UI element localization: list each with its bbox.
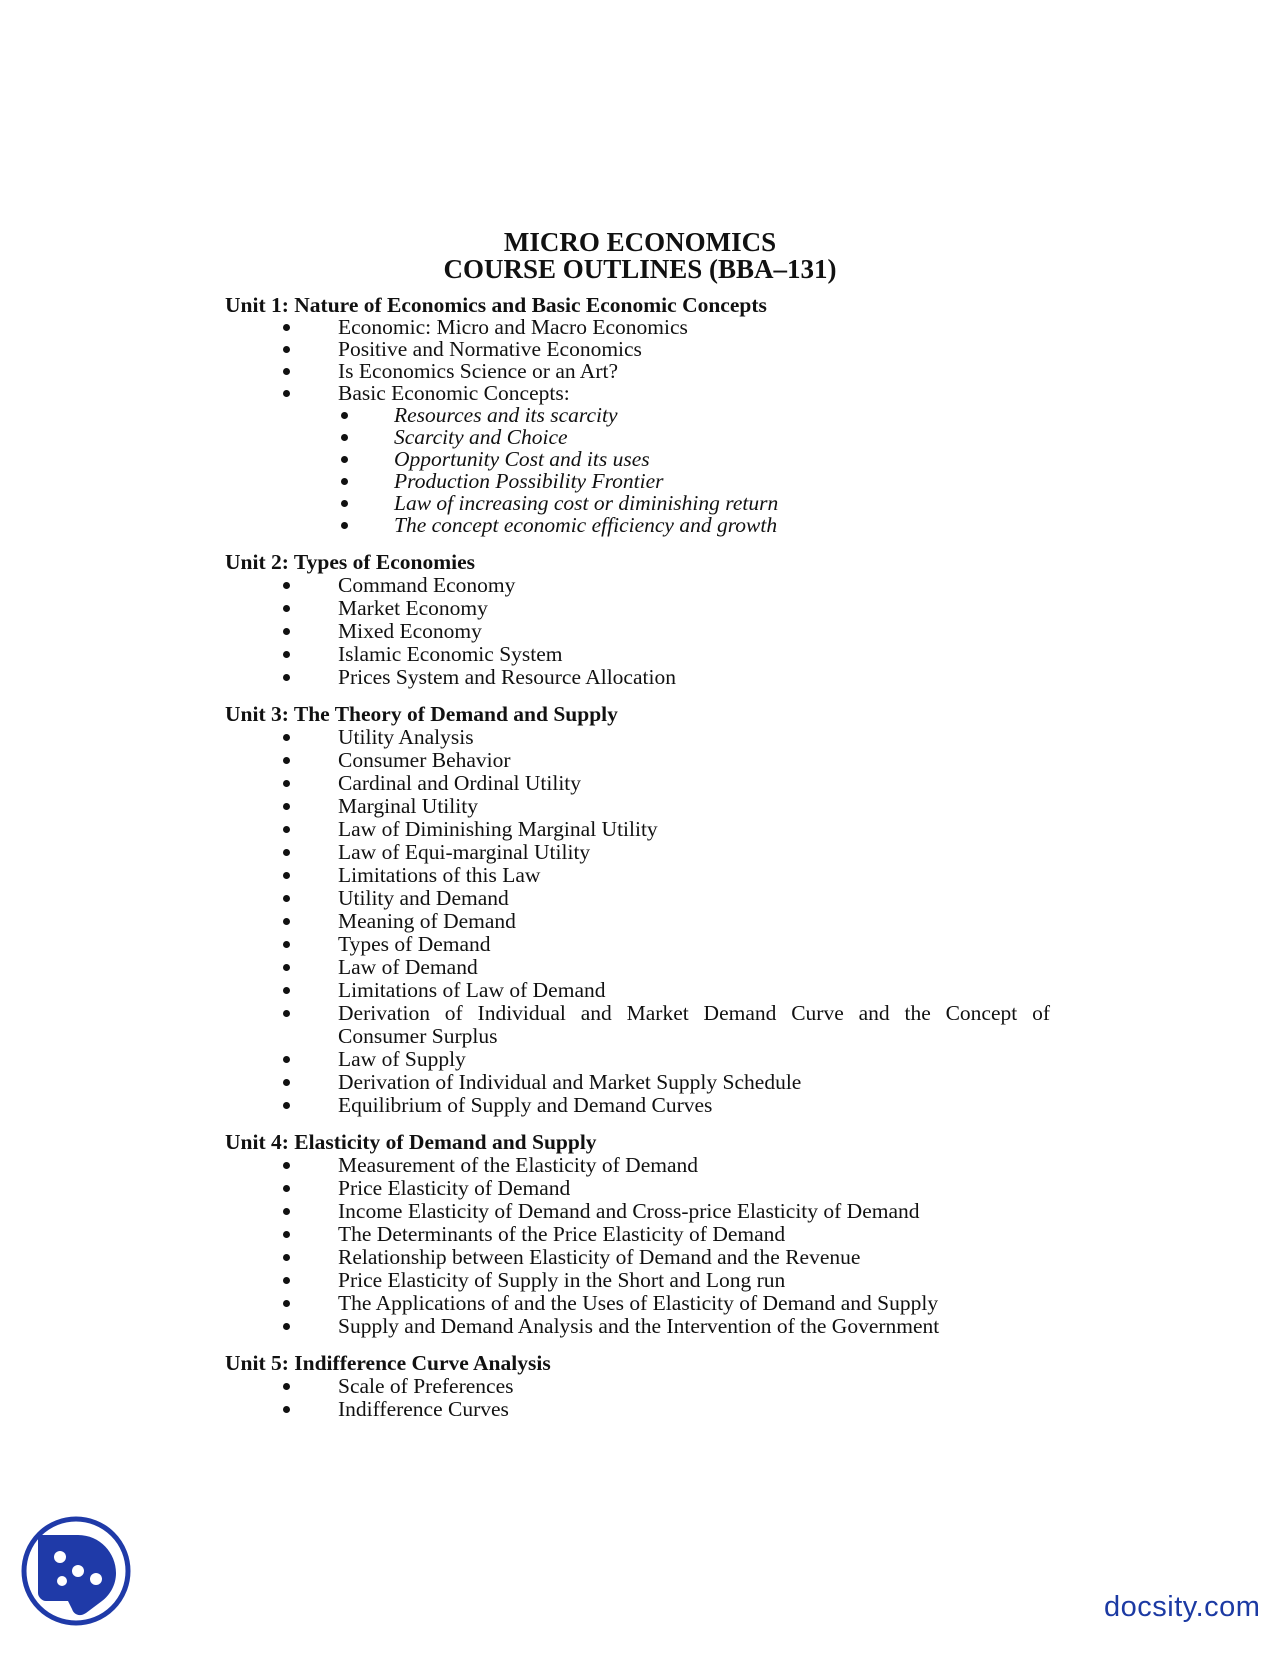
bullet-icon: [283, 918, 290, 925]
unit-heading: Unit 1: Nature of Economics and Basic Economic Concepts: [225, 293, 767, 317]
sub-list-item: Production Possibility Frontier: [394, 470, 664, 493]
list-item: Meaning of Demand: [338, 910, 516, 933]
bullet-icon: [341, 500, 348, 507]
bullet-icon: [283, 346, 290, 353]
bullet-icon: [283, 964, 290, 971]
bullet-icon: [283, 1102, 290, 1109]
bullet-icon: [283, 872, 290, 879]
bullet-icon: [283, 1079, 290, 1086]
bullet-icon: [283, 674, 290, 681]
bullet-icon: [283, 1056, 290, 1063]
bullet-icon: [283, 1185, 290, 1192]
sub-list-item: Opportunity Cost and its uses: [394, 448, 650, 471]
list-item: Derivation of Individual and Market Supply Schedule: [338, 1071, 801, 1094]
list-item: Law of Supply: [338, 1048, 466, 1071]
list-item: Supply and Demand Analysis and the Intervention of the Government: [338, 1315, 939, 1338]
bullet-icon: [283, 987, 290, 994]
bullet-icon: [283, 582, 290, 589]
list-item: Cardinal and Ordinal Utility: [338, 772, 581, 795]
bullet-icon: [283, 1406, 290, 1413]
bullet-icon: [283, 1231, 290, 1238]
list-item: Utility and Demand: [338, 887, 509, 910]
list-item: Law of Demand: [338, 956, 478, 979]
list-item: Price Elasticity of Supply in the Short and Long run: [338, 1269, 785, 1292]
list-item: Basic Economic Concepts:: [338, 382, 570, 405]
bullet-icon: [283, 390, 290, 397]
sub-list-item: The concept economic efficiency and growth: [394, 514, 777, 537]
bullet-icon: [341, 478, 348, 485]
list-item: Command Economy: [338, 574, 515, 597]
bullet-icon: [283, 1300, 290, 1307]
bullet-icon: [283, 1208, 290, 1215]
list-item: Consumer Behavior: [338, 749, 511, 772]
bullet-icon: [283, 734, 290, 741]
list-item: Market Economy: [338, 597, 488, 620]
list-item: Price Elasticity of Demand: [338, 1177, 570, 1200]
list-item: Economic: Micro and Macro Economics: [338, 316, 688, 339]
bullet-icon: [283, 941, 290, 948]
document-subtitle: COURSE OUTLINES (BBA–131): [443, 254, 837, 284]
docsity-logo-icon[interactable]: [20, 1515, 132, 1627]
bullet-icon: [283, 1383, 290, 1390]
list-item: Is Economics Science or an Art?: [338, 360, 618, 383]
sub-list-item: Law of increasing cost or diminishing return: [394, 492, 778, 515]
bullet-icon: [341, 412, 348, 419]
list-item: Mixed Economy: [338, 620, 482, 643]
list-item: Marginal Utility: [338, 795, 478, 818]
bullet-icon: [283, 757, 290, 764]
unit-heading: Unit 2: Types of Economies: [225, 550, 476, 574]
list-item: Utility Analysis: [338, 726, 474, 749]
list-item: Prices System and Resource Allocation: [338, 666, 676, 689]
docsity-brand-link[interactable]: docsity.com: [1104, 1591, 1261, 1623]
document-title: MICRO ECONOMICS: [503, 227, 777, 257]
bullet-icon: [283, 780, 290, 787]
unit-heading: Unit 3: The Theory of Demand and Supply: [225, 702, 618, 726]
bullet-icon: [283, 826, 290, 833]
list-item: Limitations of this Law: [338, 864, 540, 887]
bullet-icon: [283, 324, 290, 331]
bullet-icon: [283, 628, 290, 635]
bullet-icon: [283, 803, 290, 810]
bullet-icon: [283, 849, 290, 856]
list-item: Law of Diminishing Marginal Utility: [338, 818, 658, 841]
list-item: Types of Demand: [338, 933, 491, 956]
bullet-icon: [283, 895, 290, 902]
bullet-icon: [283, 605, 290, 612]
bullet-icon: [283, 368, 290, 375]
bullet-icon: [283, 651, 290, 658]
bullet-icon: [283, 1323, 290, 1330]
bullet-icon: [283, 1162, 290, 1169]
list-item: Income Elasticity of Demand and Cross-price Elasticity of Demand: [338, 1200, 920, 1223]
list-item: Scale of Preferences: [338, 1375, 514, 1398]
bullet-icon: [341, 522, 348, 529]
bullet-icon: [341, 456, 348, 463]
list-item: Measurement of the Elasticity of Demand: [338, 1154, 698, 1177]
bullet-icon: [341, 434, 348, 441]
bullet-icon: [283, 1010, 290, 1017]
list-item: Equilibrium of Supply and Demand Curves: [338, 1094, 712, 1117]
unit-heading: Unit 4: Elasticity of Demand and Supply: [225, 1130, 597, 1154]
list-item: Derivation of Individual and Market Demand Curve and the Concept of: [338, 1002, 1050, 1025]
sub-list-item: Resources and its scarcity: [394, 404, 618, 427]
list-item: Indifference Curves: [338, 1398, 509, 1421]
list-item: The Applications of and the Uses of Elasticity of Demand and Supply: [338, 1292, 938, 1315]
bullet-icon: [283, 1277, 290, 1284]
list-item: Limitations of Law of Demand: [338, 979, 606, 1002]
list-item-continuation: Consumer Surplus: [338, 1024, 498, 1048]
list-item: Law of Equi-marginal Utility: [338, 841, 590, 864]
list-item: Relationship between Elasticity of Demand and the Revenue: [338, 1246, 860, 1269]
list-item: The Determinants of the Price Elasticity of Demand: [338, 1223, 785, 1246]
unit-heading: Unit 5: Indifference Curve Analysis: [225, 1351, 551, 1375]
list-item: Islamic Economic System: [338, 643, 563, 666]
sub-list-item: Scarcity and Choice: [394, 426, 568, 449]
list-item: Positive and Normative Economics: [338, 338, 642, 361]
bullet-icon: [283, 1254, 290, 1261]
